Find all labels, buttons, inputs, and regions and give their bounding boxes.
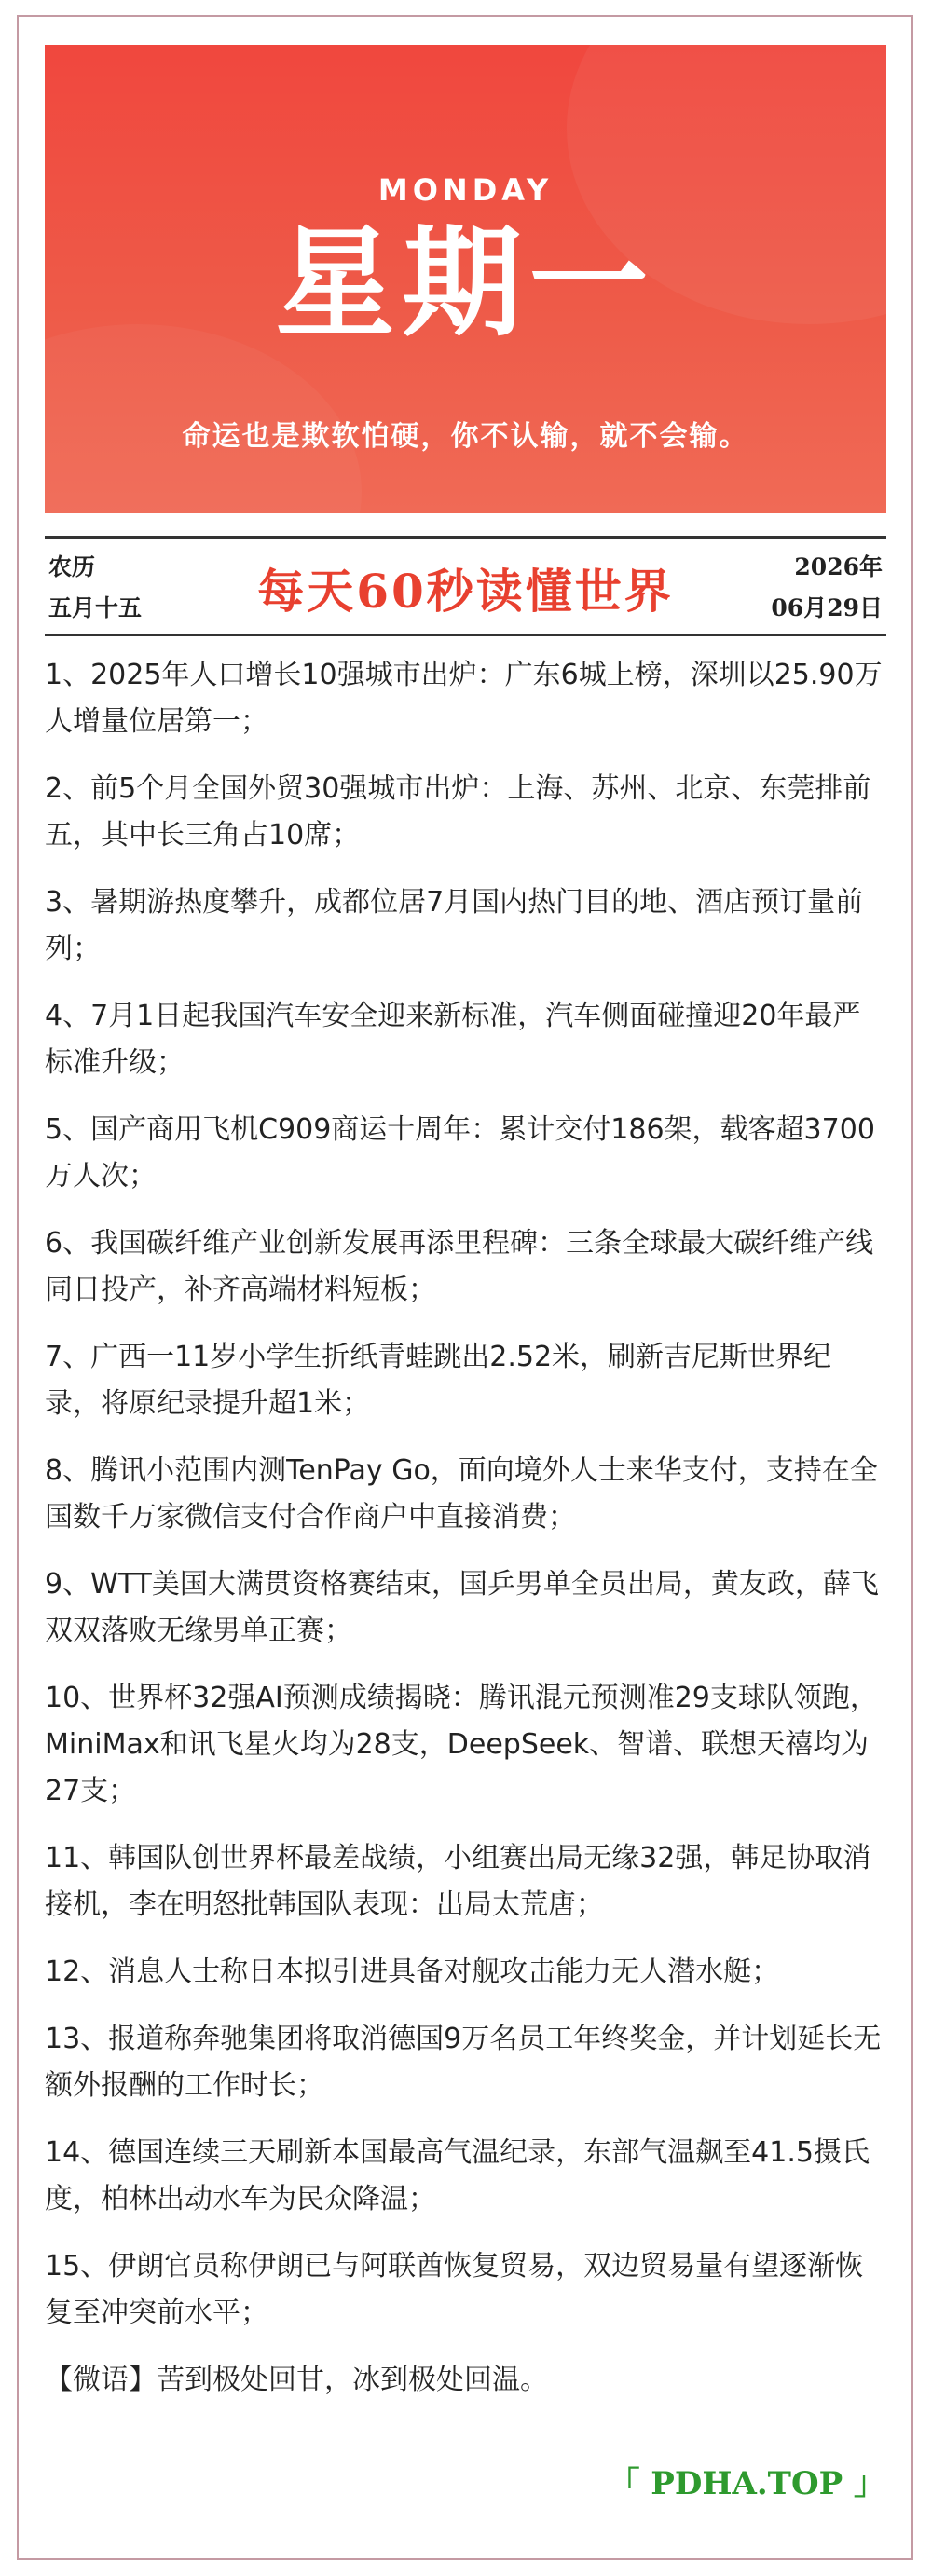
day-english: MONDAY	[377, 172, 554, 208]
header-banner	[45, 45, 886, 513]
daily-quote: 【微语】苦到极处回甘，冰到极处回温。	[45, 2364, 548, 2396]
news-item: 3、暑期游热度攀升，成都位居7月国内热门目的地、酒店预订量前列；	[45, 886, 864, 965]
news-item: 4、7月1日起我国汽车安全迎来新标准，汽车侧面碰撞迎20年最严标准升级；	[45, 1000, 861, 1079]
news-item: 8、腾讯小范围内测TenPay Go，面向境外人士来华支付，支持在全国数千万家微信支付合作商户中直接消费；	[45, 1454, 878, 1533]
news-list	[45, 652, 886, 2424]
news-item: 13、报道称奔驰集团将取消德国9万名员工年终奖金，并计划延长无额外报酬的工作时长；	[45, 2023, 882, 2102]
date: 06月29日	[771, 594, 883, 621]
news-item: 7、广西一11岁小学生折纸青蛙跳出2.52米，刷新吉尼斯世界纪录，将原纪录提升超1米；	[45, 1341, 832, 1420]
news-item: 15、伊朗官员称伊朗已与阿联酋恢复贸易，双边贸易量有望逐渐恢复至冲突前水平；	[45, 2250, 864, 2329]
news-item: 2、前5个月全国外贸30强城市出炉：上海、苏州、北京、东莞排前五，其中长三角占10席；	[45, 772, 871, 852]
news-item: 14、德国连续三天刷新本国最高气温纪录，东部气温飙至41.5摄氏度，柏林出动水车为民众降温；	[45, 2136, 870, 2215]
news-item: 12、消息人士称日本拟引进具备对舰攻击能力无人潜水艇；	[45, 1956, 780, 1988]
news-item: 6、我国碳纤维产业创新发展再添里程碑：三条全球最大碳纤维产线同日投产，补齐高端材料短板；	[45, 1227, 874, 1306]
news-item: 11、韩国队创世界杯最差战绩，小组赛出局无缘32强，韩足协取消接机，李在明怒批韩国队表现：出局太荒唐；	[45, 1842, 871, 1921]
news-item: 9、WTT美国大满贯资格赛结束，国乒男单全员出局，黄友政，薛飞双双落败无缘男单正赛；	[45, 1568, 879, 1647]
lunar-date: 五月十五	[48, 594, 143, 621]
news-item: 5、国产商用飞机C909商运十周年：累计交付186架，载客超3700万人次；	[45, 1113, 875, 1193]
year: 2026年	[794, 553, 883, 580]
banner-motto: 命运也是欺软怕硬，你不认输，就不会输。	[182, 420, 749, 453]
lunar-label: 农历	[48, 553, 96, 580]
news-item: 1、2025年人口增长10强城市出炉：广东6城上榜，深圳以25.90万人增量位居第一；	[45, 659, 883, 738]
footer-site-link[interactable]: 「 PDHA.TOP 」	[608, 2465, 885, 2502]
day-chinese: 星期一	[275, 214, 656, 353]
news-item: 10、世界杯32强AI预测成绩揭晓：腾讯混元预测准29支球队领跑，MiniMax和讯飞星火均为28支，DeepSeek、智谱、联想天禧均为27支；	[45, 1682, 878, 1807]
page-title: 每天60秒读懂世界	[257, 564, 674, 619]
masthead	[45, 536, 886, 636]
date-block	[771, 547, 883, 629]
